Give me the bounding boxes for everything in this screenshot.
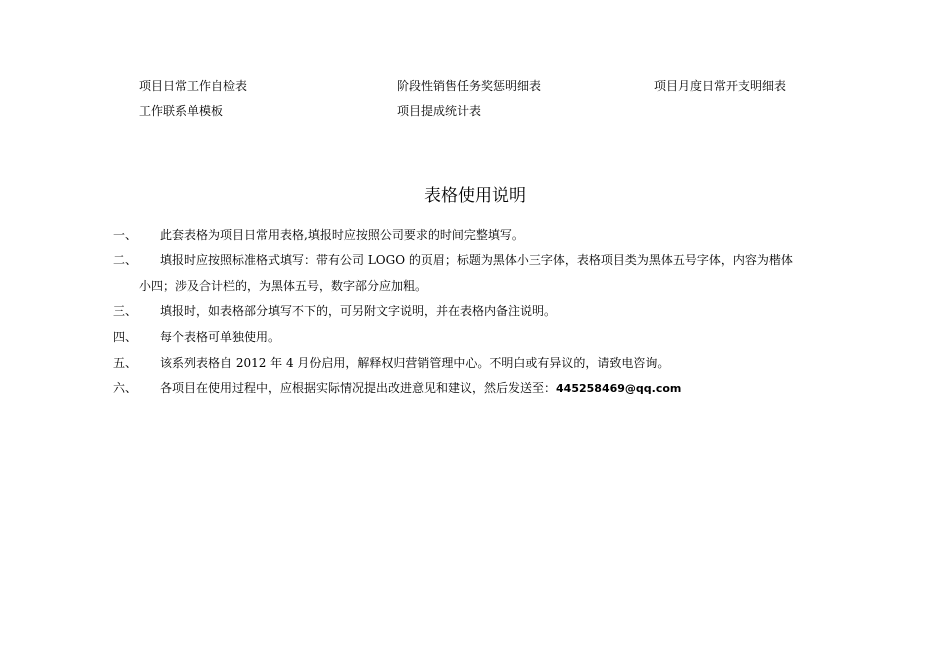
contact-email[interactable]: 445258469@qq.com <box>556 382 682 395</box>
item-number: 五、 <box>113 356 138 370</box>
item-text: 该系列表格自 2012 年 4 月份启用，解释权归营销管理中心。不明白或有异议的，请致电咨询。 <box>160 356 670 370</box>
form-link-monthly-expense: 项目月度日常开支明细表 <box>654 79 787 93</box>
item-text: 每个表格可单独使用。 <box>160 330 281 344</box>
instruction-item-2-continuation: 小四；涉及合计栏的，为黑体五号，数字部分应加粗。 <box>139 279 428 293</box>
form-link-daily-self-check: 项目日常工作自检表 <box>139 79 248 93</box>
item-text: 各项目在使用过程中，应根据实际情况提出改进意见和建议，然后发送至： <box>160 381 557 395</box>
item-number: 四、 <box>113 330 138 344</box>
item-number: 三、 <box>113 304 138 318</box>
form-link-work-contact-template: 工作联系单模板 <box>139 104 224 118</box>
item-text: 填报时，如表格部分填写不下的，可另附文字说明，并在表格内备注说明。 <box>160 304 557 318</box>
form-link-commission-stats: 项目提成统计表 <box>397 104 482 118</box>
form-link-sales-task-reward: 阶段性销售任务奖惩明细表 <box>397 79 542 93</box>
item-text: 填报时应按照标准格式填写：带有公司 LOGO 的页眉；标题为黑体小三字体，表格项目类为黑体五号字体，内容为楷体 <box>160 253 793 267</box>
item-number: 六、 <box>113 381 138 395</box>
item-text-wrap <box>160 381 681 396</box>
page-title: 表格使用说明 <box>424 186 526 206</box>
item-text: 此套表格为项目日常用表格,填报时应按照公司要求的时间完整填写。 <box>160 228 524 242</box>
item-number: 二、 <box>113 253 138 267</box>
item-number: 一、 <box>113 228 138 242</box>
